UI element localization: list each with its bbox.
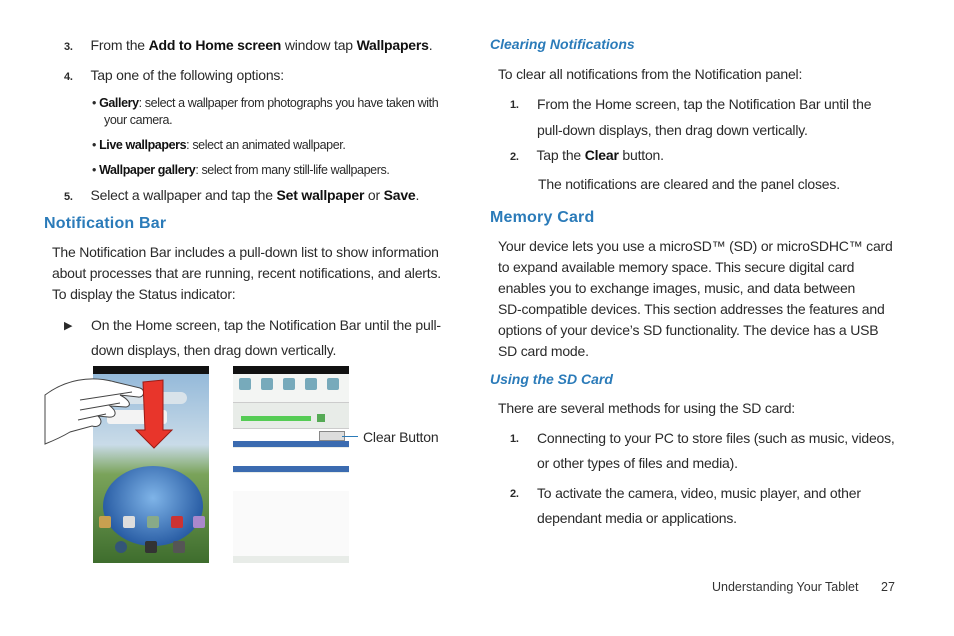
ongoing-header [233, 441, 349, 447]
app-icon [173, 541, 185, 553]
app-icon [123, 516, 135, 528]
step-text: From the Home screen, tap the Notification Bar until the [537, 96, 872, 112]
step-text: Select a wallpaper and tap the [90, 187, 277, 203]
using-intro: There are several methods for using the SD card: [498, 400, 795, 416]
bullet-mark: • [92, 96, 96, 110]
app-icon [193, 516, 205, 528]
bullet-text: : select a wallpaper from photographs you have taken with [138, 96, 439, 110]
step-emph: Clear [584, 147, 619, 163]
drag-gesture-illustration [40, 370, 200, 470]
step-number: 1. [510, 433, 519, 445]
step-emph: Wallpapers [356, 37, 429, 53]
step-text: pull-down displays, then drag down vertically. [537, 122, 808, 138]
para-line: about processes that are running, recent notifications, and alerts. [52, 265, 441, 281]
bullet-emph: Wallpaper gallery [99, 163, 196, 177]
para-line: Your device lets you use a microSD™ (SD) or microSDHC™ card [498, 238, 893, 254]
step-text: . [415, 187, 420, 203]
step-3 [64, 37, 432, 53]
para-line: SD-compatible devices. This section addresses the features and [498, 301, 885, 317]
step-5 [64, 187, 419, 203]
bluetooth-icon [261, 378, 273, 390]
rotation-icon [327, 378, 339, 390]
callout-line [342, 436, 358, 437]
step-number: 2. [510, 488, 519, 500]
step-text: button. [618, 147, 664, 163]
bullet-text: : select an animated wallpaper. [186, 138, 346, 152]
bullet-wallpaper-gallery [92, 162, 389, 179]
step-text: To activate the camera, video, music player, and other [537, 485, 861, 501]
para-line: enables you to exchange images, music, and data between [498, 280, 856, 296]
bullet-text: your camera. [104, 113, 173, 127]
step-emph: Save [383, 187, 416, 203]
sound-icon [305, 378, 317, 390]
brightness-slider [241, 416, 311, 421]
wifi-icon [239, 378, 251, 390]
step-4 [64, 67, 284, 83]
step-number: 2. [510, 151, 519, 163]
page-number: 27 [881, 580, 895, 594]
notification-panel-screenshot [233, 366, 349, 563]
step-number: 5. [64, 191, 73, 203]
clearing-result: The notifications are cleared and the panel closes. [538, 176, 840, 192]
clearing-notifications-heading: Clearing Notifications [490, 36, 635, 52]
para-line: To display the Status indicator: [52, 286, 236, 302]
using-sd-card-heading: Using the SD Card [490, 371, 613, 387]
app-icon [171, 516, 183, 528]
usb-connected-item [233, 448, 349, 466]
para-line: options of your device’s SD functionality. The device has a USB [498, 322, 879, 338]
clear-button-callout: Clear Button [363, 429, 439, 445]
step-text: Connecting to your PC to store files (such as music, videos, [537, 430, 895, 446]
clearing-step-2 [510, 147, 664, 163]
notification-bar-heading: Notification Bar [44, 215, 167, 232]
step-text: Tap one of the following options: [90, 67, 284, 83]
step-emph: Set wallpaper [276, 187, 365, 203]
step-text: . [428, 37, 433, 53]
step-number: 4. [64, 71, 73, 83]
clearing-intro: To clear all notifications from the Notification panel: [498, 66, 803, 82]
notification-step [64, 313, 441, 363]
bullet-emph: Live wallpapers [99, 138, 187, 152]
bullet-live-wallpapers [92, 137, 345, 154]
step-text: window tap [281, 37, 357, 53]
clearing-step-1 [510, 91, 871, 143]
step-number: 1. [510, 99, 519, 111]
step-text: On the Home screen, tap the Notification Bar until the pull- [91, 317, 441, 333]
app-icon [147, 516, 159, 528]
notification-bar-paragraph [52, 242, 462, 305]
step-text: down displays, then drag down vertically. [91, 342, 337, 358]
missed-call-item [233, 473, 349, 491]
para-line: The Notification Bar includes a pull-down list to show information [52, 244, 439, 260]
step-text: dependant media or applications. [537, 510, 737, 526]
step-text: or [364, 187, 384, 203]
step-text: From the [90, 37, 149, 53]
gps-icon [283, 378, 295, 390]
app-icon [99, 516, 111, 528]
lake-wallpaper [103, 466, 203, 546]
para-line: to expand available memory space. This secure digital card [498, 259, 855, 275]
triangle-bullet-icon: ▶ [64, 320, 73, 332]
bullet-mark: • [92, 163, 96, 177]
step-text: or other types of files and media). [537, 455, 738, 471]
bullet-emph: Gallery [99, 96, 139, 110]
brightness-row [233, 410, 349, 428]
memory-card-heading: Memory Card [490, 209, 595, 226]
app-icon [115, 541, 127, 553]
using-step-1 [510, 426, 895, 476]
bullet-gallery [92, 95, 462, 129]
hand-icon [45, 379, 144, 444]
bullet-text: : select from many still-life wallpapers. [195, 163, 390, 177]
auto-checkbox [317, 414, 325, 422]
memory-card-paragraph [498, 236, 908, 362]
footer-section-title: Understanding Your Tablet [712, 580, 859, 594]
notifications-header [233, 466, 349, 472]
quick-settings-row [233, 374, 349, 403]
step-text: Tap the [536, 147, 585, 163]
bullet-mark: • [92, 138, 96, 152]
para-line: SD card mode. [498, 343, 589, 359]
carrier-row [233, 428, 349, 441]
launcher-icon [145, 541, 157, 553]
using-step-2 [510, 481, 861, 531]
empty-panel-area [233, 491, 349, 556]
step-number: 3. [64, 41, 73, 53]
status-bar [233, 366, 349, 374]
step-emph: Add to Home screen [148, 37, 282, 53]
